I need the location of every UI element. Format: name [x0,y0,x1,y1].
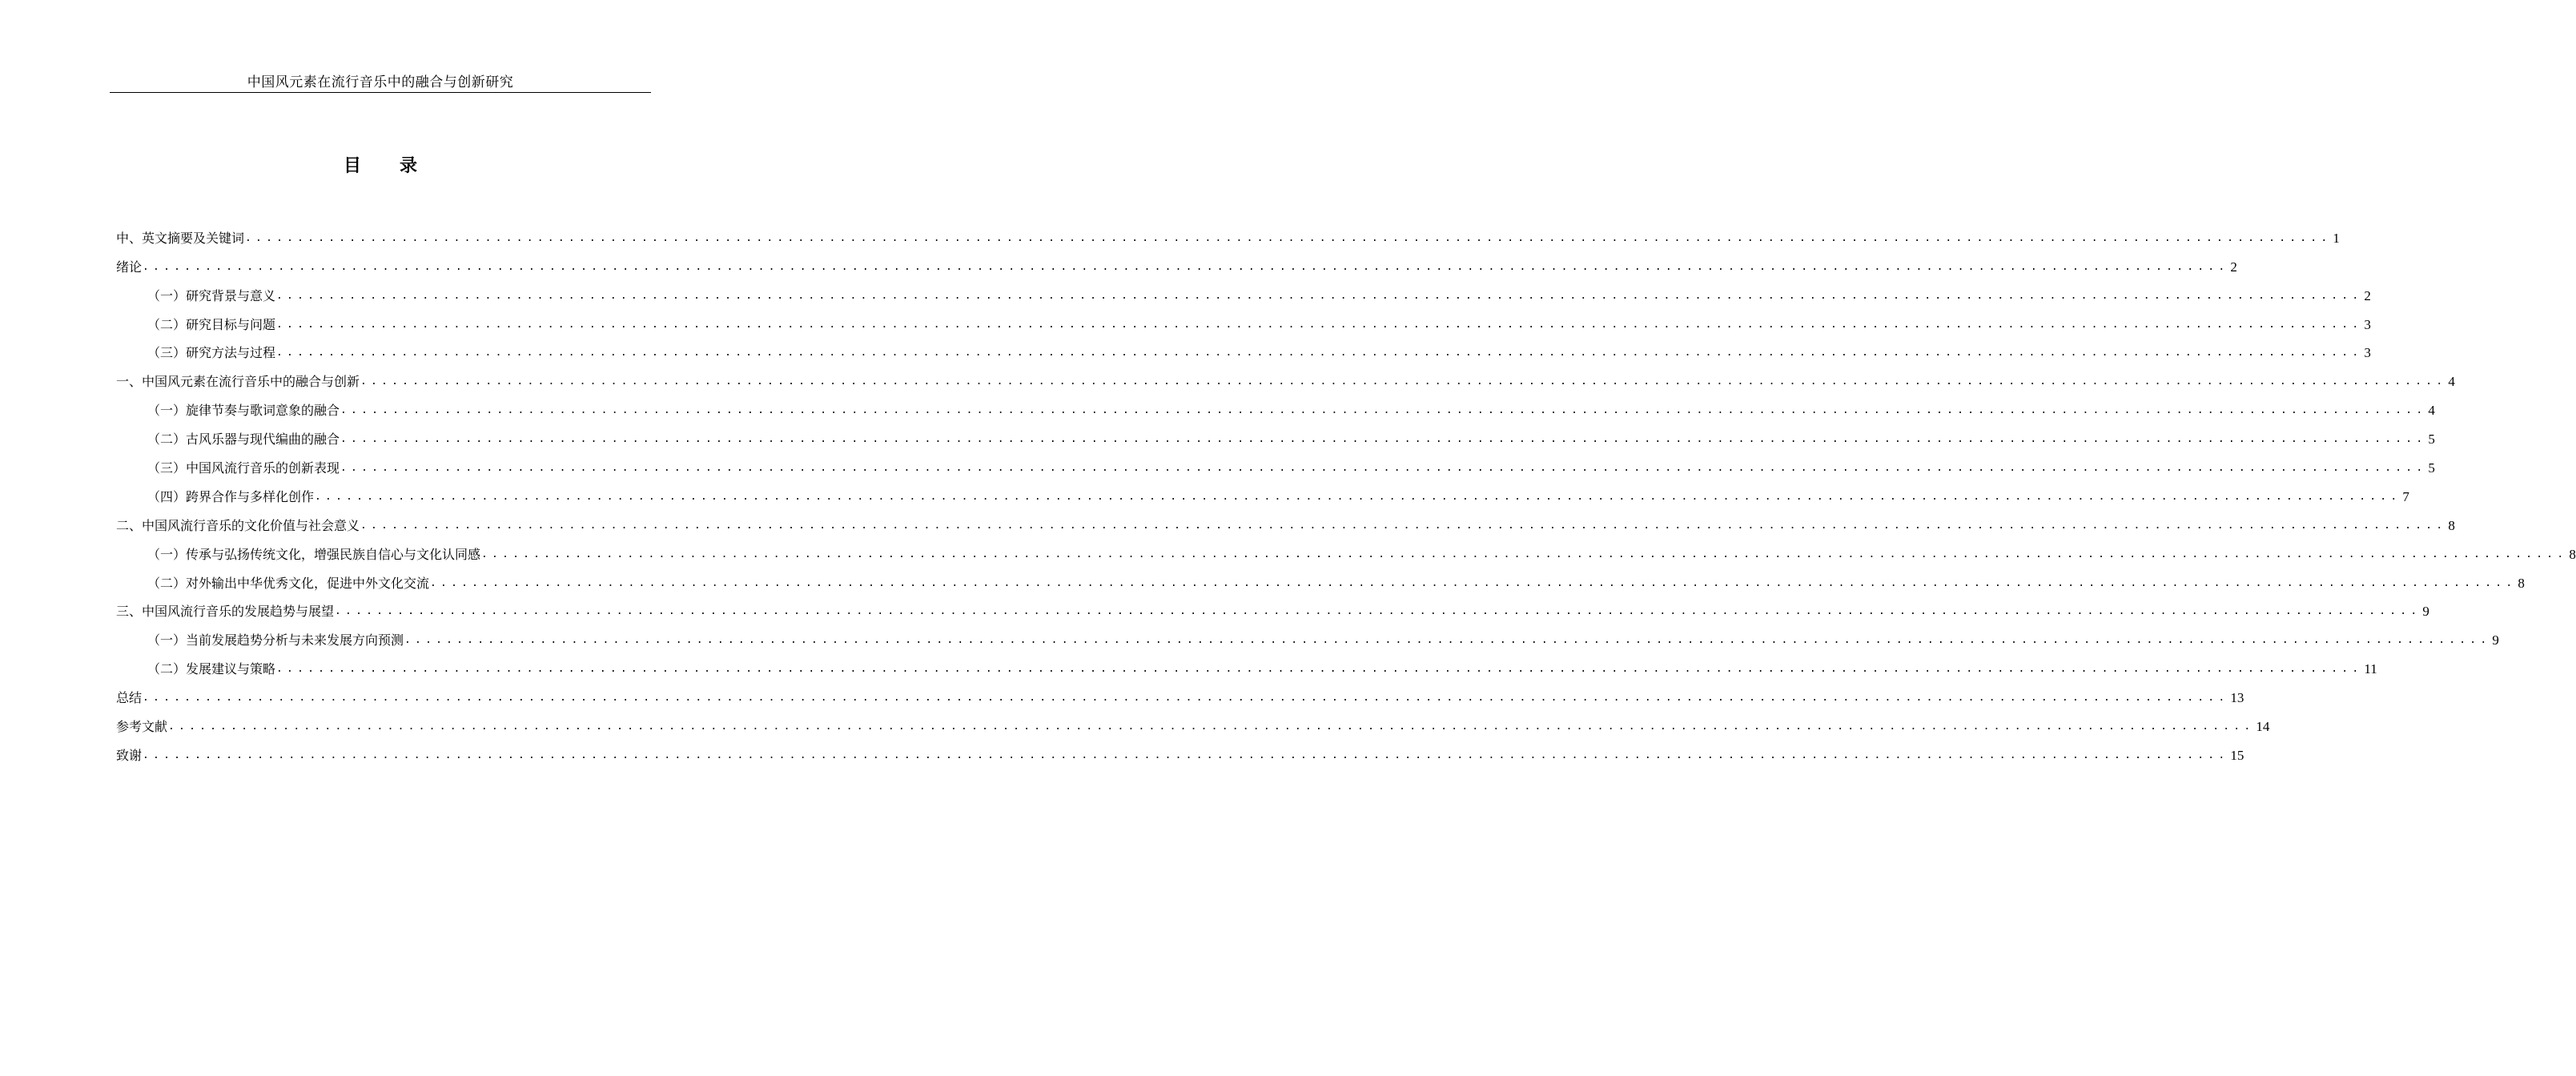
toc-entry[interactable] [116,363,2455,392]
toc-entry-page-number: 11 [2364,661,2377,677]
toc-entry[interactable] [116,565,2525,594]
toc-entry[interactable] [116,651,2377,680]
toc-entry[interactable] [116,278,2371,307]
toc-entry[interactable] [116,622,2499,651]
toc-entry-title: （三）中国风流行音乐的创新表现 [147,460,340,476]
toc-entry-page-number: 15 [2230,747,2244,763]
toc-title-char: 录 [400,155,418,176]
toc-entry-page-number: 4 [2448,374,2455,390]
toc-entry-page-number: 5 [2428,460,2435,476]
toc-entry-page-number: 1 [2333,230,2340,246]
toc-entry[interactable] [116,307,2371,335]
toc-dot-leader: ........................................................................................................................................................................................................ [360,519,2447,532]
toc-entry-page-number: 3 [2364,316,2371,332]
toc-dot-leader: ........................................................................................................................................................................................................ [481,548,2568,560]
toc-entry-page-number: 7 [2402,488,2409,504]
toc-dot-leader: ........................................................................................................................................................................................................ [276,347,2363,359]
toc-entry[interactable] [116,594,2429,623]
toc-entry-page-number: 4 [2428,403,2435,419]
toc-dot-leader: ........................................................................................................................................................................................................ [335,605,2421,618]
toc-entry[interactable] [116,536,2576,565]
toc-entry[interactable] [116,392,2435,421]
toc-dot-leader: ........................................................................................................................................................................................................ [143,749,2229,761]
toc-entry[interactable] [116,737,2244,766]
toc-entry-page-number: 5 [2428,432,2435,448]
toc-entry-title: 参考文献 [116,719,168,735]
toc-entry-title: （一）传承与弘扬传统文化，增强民族自信心与文化认同感 [147,546,481,562]
toc-entry-title: （二）研究目标与问题 [147,316,276,332]
toc-entry-page-number: 14 [2256,719,2270,735]
toc-dot-leader: ........................................................................................................................................................................................................ [360,375,2447,388]
toc-entry-page-number: 9 [2422,604,2429,620]
toc-entry-page-number: 8 [2569,546,2576,562]
toc-dot-leader: ........................................................................................................................................................................................................ [315,490,2401,503]
toc-dot-leader: ........................................................................................................................................................................................................ [276,663,2363,676]
toc-dot-leader: ........................................................................................................................................................................................................ [276,318,2363,331]
toc-dot-leader: ........................................................................................................................................................................................................ [143,260,2229,273]
toc-entry[interactable] [116,335,2371,364]
toc-dot-leader: ........................................................................................................................................................................................................ [245,231,2332,244]
toc-title [0,152,761,179]
toc-entry-title: 一、中国风元素在流行音乐中的融合与创新 [116,374,360,390]
toc-entry-title: 绪论 [116,259,143,275]
toc-entry-title: 三、中国风流行音乐的发展趋势与展望 [116,604,335,620]
toc-entry-title: （三）研究方法与过程 [147,345,276,361]
toc-dot-leader: ........................................................................................................................................................................................................ [430,576,2517,589]
toc-entry-title: 中、英文摘要及关键词 [116,230,245,246]
toc-entry-title: （一）研究背景与意义 [147,287,276,303]
toc-dot-leader: ........................................................................................................................................................................................................ [404,634,2491,647]
toc-title-char: 目 [343,155,361,176]
toc-entry-title: （一）旋律节奏与歌词意象的融合 [147,403,340,419]
toc-entry-title: 二、中国风流行音乐的文化价值与社会意义 [116,517,360,533]
toc-dot-leader: ........................................................................................................................................................................................................ [340,404,2427,417]
toc-entry[interactable] [116,508,2455,536]
toc-entry[interactable] [116,479,2409,508]
toc-dot-leader: ........................................................................................................................................................................................................ [168,721,2255,733]
toc-entry-title: （二）古风乐器与现代编曲的融合 [147,432,340,448]
toc-entry-page-number: 8 [2448,517,2455,533]
toc-entry-page-number: 8 [2518,575,2525,591]
running-header-title: 中国风元素在流行音乐中的融合与创新研究 [247,74,514,90]
toc-entry-page-number: 9 [2492,632,2499,648]
toc-entry[interactable] [116,709,2270,737]
toc-entry-title: （一）当前发展趋势分析与未来发展方向预测 [147,632,404,648]
toc-entry-page-number: 3 [2364,345,2371,361]
toc-entry-title: （四）跨界合作与多样化创作 [147,488,315,504]
toc-dot-leader: ........................................................................................................................................................................................................ [340,462,2427,475]
toc-entry[interactable] [116,249,2237,278]
header-rule [110,92,651,93]
toc-dot-leader: ........................................................................................................................................................................................................ [143,692,2229,705]
table-of-contents [116,220,2576,766]
toc-entry-title: 致谢 [116,747,143,763]
toc-entry[interactable] [116,421,2435,450]
running-header [110,72,651,93]
toc-entry-title: （二）发展建议与策略 [147,661,276,677]
toc-entry-title: （二）对外输出中华优秀文化，促进中外文化交流 [147,575,430,591]
toc-entry-page-number: 2 [2364,287,2371,303]
toc-entry[interactable] [116,680,2244,709]
toc-entry-page-number: 2 [2230,259,2237,275]
toc-entry-title: 总结 [116,690,143,706]
toc-entry-page-number: 13 [2230,690,2244,706]
toc-dot-leader: ........................................................................................................................................................................................................ [340,433,2427,446]
toc-entry[interactable] [116,450,2435,479]
toc-entry[interactable] [116,220,2340,249]
toc-dot-leader: ........................................................................................................................................................................................................ [276,289,2363,302]
